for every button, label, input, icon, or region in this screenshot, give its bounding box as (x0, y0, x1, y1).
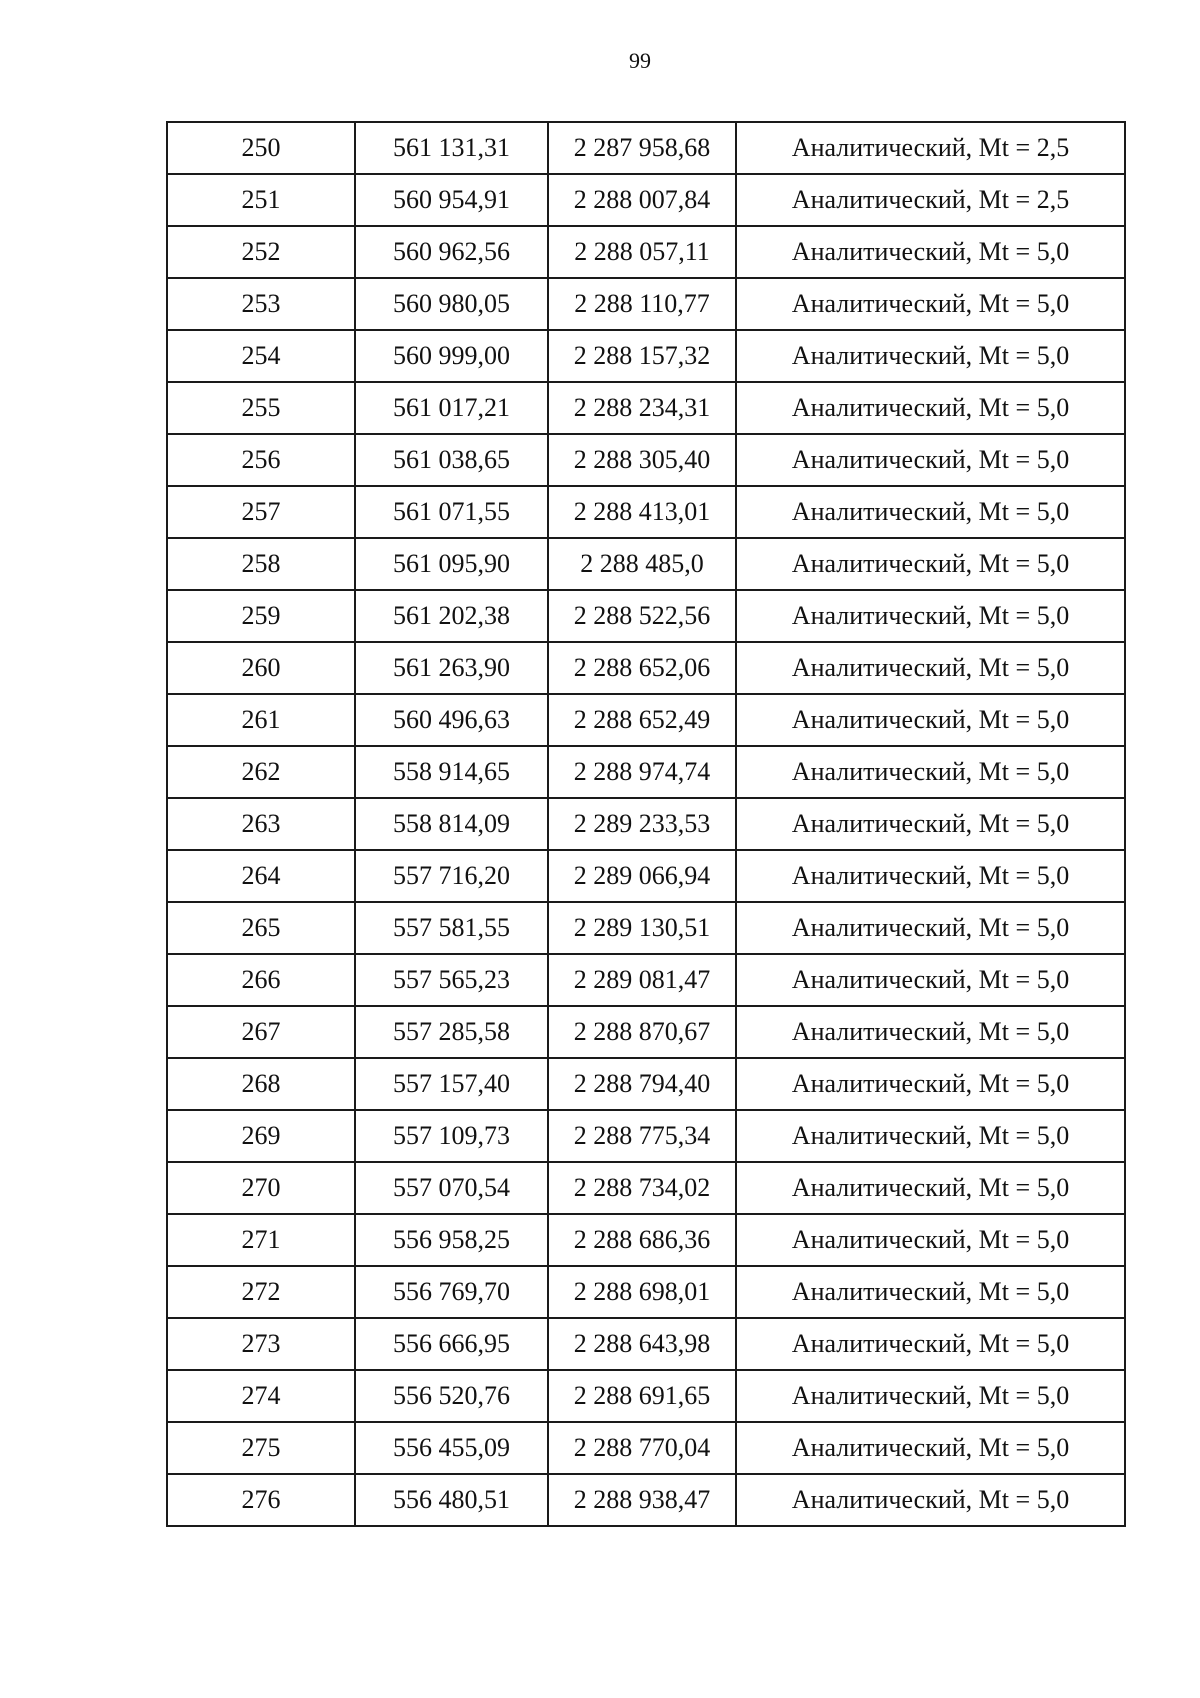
method-cell: Аналитический, Mt = 5,0 (736, 850, 1125, 902)
point-number-cell: 276 (167, 1474, 355, 1526)
y-coordinate-cell: 2 289 233,53 (548, 798, 736, 850)
y-coordinate-cell: 2 287 958,68 (548, 122, 736, 174)
y-coordinate-cell: 2 288 413,01 (548, 486, 736, 538)
point-number-cell: 260 (167, 642, 355, 694)
x-coordinate-cell: 560 962,56 (355, 226, 548, 278)
x-coordinate-cell: 557 285,58 (355, 1006, 548, 1058)
table-row (167, 590, 1125, 642)
method-cell: Аналитический, Mt = 5,0 (736, 1318, 1125, 1370)
table-row (167, 486, 1125, 538)
point-number-cell: 254 (167, 330, 355, 382)
method-cell: Аналитический, Mt = 5,0 (736, 954, 1125, 1006)
method-cell: Аналитический, Mt = 5,0 (736, 1162, 1125, 1214)
y-coordinate-cell: 2 288 652,49 (548, 694, 736, 746)
point-number-cell: 253 (167, 278, 355, 330)
x-coordinate-cell: 557 070,54 (355, 1162, 548, 1214)
x-coordinate-cell: 557 565,23 (355, 954, 548, 1006)
table-row (167, 1474, 1125, 1526)
method-cell: Аналитический, Mt = 5,0 (736, 746, 1125, 798)
table-row (167, 1006, 1125, 1058)
method-cell: Аналитический, Mt = 5,0 (736, 798, 1125, 850)
point-number-cell: 272 (167, 1266, 355, 1318)
table-row (167, 1214, 1125, 1266)
y-coordinate-cell: 2 288 057,11 (548, 226, 736, 278)
x-coordinate-cell: 560 980,05 (355, 278, 548, 330)
method-cell: Аналитический, Mt = 5,0 (736, 226, 1125, 278)
table-row (167, 902, 1125, 954)
method-cell: Аналитический, Mt = 5,0 (736, 278, 1125, 330)
y-coordinate-cell: 2 288 305,40 (548, 434, 736, 486)
x-coordinate-cell: 557 716,20 (355, 850, 548, 902)
table-row (167, 954, 1125, 1006)
x-coordinate-cell: 556 666,95 (355, 1318, 548, 1370)
method-cell: Аналитический, Mt = 5,0 (736, 1266, 1125, 1318)
table-row (167, 1370, 1125, 1422)
method-cell: Аналитический, Mt = 5,0 (736, 1058, 1125, 1110)
x-coordinate-cell: 558 914,65 (355, 746, 548, 798)
method-cell: Аналитический, Mt = 5,0 (736, 902, 1125, 954)
y-coordinate-cell: 2 288 007,84 (548, 174, 736, 226)
x-coordinate-cell: 560 999,00 (355, 330, 548, 382)
point-number-cell: 255 (167, 382, 355, 434)
point-number-cell: 259 (167, 590, 355, 642)
point-number-cell: 250 (167, 122, 355, 174)
y-coordinate-cell: 2 288 652,06 (548, 642, 736, 694)
y-coordinate-cell: 2 288 686,36 (548, 1214, 736, 1266)
table-row (167, 642, 1125, 694)
x-coordinate-cell: 556 769,70 (355, 1266, 548, 1318)
x-coordinate-cell: 556 520,76 (355, 1370, 548, 1422)
method-cell: Аналитический, Mt = 5,0 (736, 538, 1125, 590)
point-number-cell: 268 (167, 1058, 355, 1110)
y-coordinate-cell: 2 289 066,94 (548, 850, 736, 902)
x-coordinate-cell: 561 202,38 (355, 590, 548, 642)
method-cell: Аналитический, Mt = 5,0 (736, 642, 1125, 694)
point-number-cell: 265 (167, 902, 355, 954)
y-coordinate-cell: 2 289 130,51 (548, 902, 736, 954)
x-coordinate-cell: 560 496,63 (355, 694, 548, 746)
x-coordinate-cell: 561 038,65 (355, 434, 548, 486)
table-row (167, 1318, 1125, 1370)
page-number: 99 (629, 48, 651, 73)
table-row (167, 798, 1125, 850)
x-coordinate-cell: 556 455,09 (355, 1422, 548, 1474)
x-coordinate-cell: 561 263,90 (355, 642, 548, 694)
x-coordinate-cell: 556 480,51 (355, 1474, 548, 1526)
point-number-cell: 251 (167, 174, 355, 226)
x-coordinate-cell: 560 954,91 (355, 174, 548, 226)
point-number-cell: 263 (167, 798, 355, 850)
y-coordinate-cell: 2 288 794,40 (548, 1058, 736, 1110)
method-cell: Аналитический, Mt = 5,0 (736, 590, 1125, 642)
y-coordinate-cell: 2 288 938,47 (548, 1474, 736, 1526)
table-row (167, 434, 1125, 486)
point-number-cell: 270 (167, 1162, 355, 1214)
point-number-cell: 261 (167, 694, 355, 746)
point-number-cell: 273 (167, 1318, 355, 1370)
x-coordinate-cell: 557 157,40 (355, 1058, 548, 1110)
point-number-cell: 252 (167, 226, 355, 278)
point-number-cell: 275 (167, 1422, 355, 1474)
point-number-cell: 256 (167, 434, 355, 486)
table-row (167, 746, 1125, 798)
point-number-cell: 257 (167, 486, 355, 538)
x-coordinate-cell: 561 071,55 (355, 486, 548, 538)
x-coordinate-cell: 561 131,31 (355, 122, 548, 174)
x-coordinate-cell: 561 017,21 (355, 382, 548, 434)
table-row (167, 1422, 1125, 1474)
table-row (167, 226, 1125, 278)
y-coordinate-cell: 2 288 770,04 (548, 1422, 736, 1474)
point-number-cell: 271 (167, 1214, 355, 1266)
y-coordinate-cell: 2 288 522,56 (548, 590, 736, 642)
method-cell: Аналитический, Mt = 5,0 (736, 694, 1125, 746)
y-coordinate-cell: 2 288 974,74 (548, 746, 736, 798)
table-row (167, 382, 1125, 434)
y-coordinate-cell: 2 288 775,34 (548, 1110, 736, 1162)
method-cell: Аналитический, Mt = 5,0 (736, 486, 1125, 538)
y-coordinate-cell: 2 288 234,31 (548, 382, 736, 434)
point-number-cell: 258 (167, 538, 355, 590)
y-coordinate-cell: 2 288 691,65 (548, 1370, 736, 1422)
method-cell: Аналитический, Mt = 2,5 (736, 174, 1125, 226)
method-cell: Аналитический, Mt = 5,0 (736, 1422, 1125, 1474)
method-cell: Аналитический, Mt = 5,0 (736, 434, 1125, 486)
method-cell: Аналитический, Mt = 5,0 (736, 1110, 1125, 1162)
y-coordinate-cell: 2 288 485,0 (548, 538, 736, 590)
point-number-cell: 267 (167, 1006, 355, 1058)
table-row (167, 1162, 1125, 1214)
coordinates-table (166, 121, 1126, 1527)
table-row (167, 330, 1125, 382)
table-row (167, 1110, 1125, 1162)
method-cell: Аналитический, Mt = 5,0 (736, 1214, 1125, 1266)
x-coordinate-cell: 557 581,55 (355, 902, 548, 954)
point-number-cell: 262 (167, 746, 355, 798)
table-row (167, 122, 1125, 174)
y-coordinate-cell: 2 288 734,02 (548, 1162, 736, 1214)
y-coordinate-cell: 2 288 870,67 (548, 1006, 736, 1058)
method-cell: Аналитический, Mt = 5,0 (736, 330, 1125, 382)
point-number-cell: 274 (167, 1370, 355, 1422)
x-coordinate-cell: 561 095,90 (355, 538, 548, 590)
point-number-cell: 266 (167, 954, 355, 1006)
table-row (167, 850, 1125, 902)
y-coordinate-cell: 2 288 698,01 (548, 1266, 736, 1318)
point-number-cell: 269 (167, 1110, 355, 1162)
coordinates-table-body (167, 122, 1125, 1526)
method-cell: Аналитический, Mt = 5,0 (736, 1370, 1125, 1422)
table-row (167, 1266, 1125, 1318)
y-coordinate-cell: 2 288 157,32 (548, 330, 736, 382)
method-cell: Аналитический, Mt = 5,0 (736, 1006, 1125, 1058)
y-coordinate-cell: 2 289 081,47 (548, 954, 736, 1006)
table-row (167, 1058, 1125, 1110)
method-cell: Аналитический, Mt = 5,0 (736, 1474, 1125, 1526)
x-coordinate-cell: 558 814,09 (355, 798, 548, 850)
x-coordinate-cell: 556 958,25 (355, 1214, 548, 1266)
table-row (167, 538, 1125, 590)
method-cell: Аналитический, Mt = 5,0 (736, 382, 1125, 434)
x-coordinate-cell: 557 109,73 (355, 1110, 548, 1162)
y-coordinate-cell: 2 288 643,98 (548, 1318, 736, 1370)
point-number-cell: 264 (167, 850, 355, 902)
table-row (167, 174, 1125, 226)
method-cell: Аналитический, Mt = 2,5 (736, 122, 1125, 174)
table-row (167, 694, 1125, 746)
table-row (167, 278, 1125, 330)
y-coordinate-cell: 2 288 110,77 (548, 278, 736, 330)
